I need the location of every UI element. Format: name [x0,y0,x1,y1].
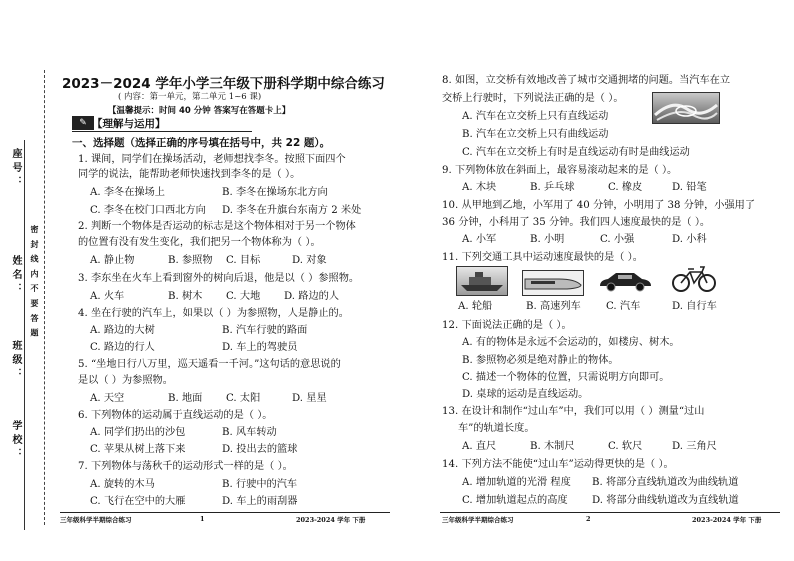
option-c: C. 李冬在校门口西北方向 [90,205,206,216]
section-header: 【理解与运用】 [92,118,166,130]
question-line: 10. 从甲地到乙地，小军用了 40 分钟，小明用了 38 分钟，小强用了 [442,200,756,211]
exam-title: 2023－2024 学年小学三年级下册科学期中综合练习 [62,76,385,92]
option-b: B. 风车转动 [222,427,277,438]
footer-right: 2023-2024 学年 下册 [692,516,762,524]
option-a: A. 李冬在操场上 [90,187,165,198]
exam-page-2 [400,0,794,561]
footer-left: 三年级科学半期综合练习 [442,516,514,524]
car-image [596,268,654,294]
option-d: D. 星星 [292,393,327,404]
name-fill-line [24,140,26,530]
option-d: D. 投出去的篮球 [222,444,298,455]
footer-right: 2023-2024 学年 下册 [296,516,366,524]
section-underline [72,131,252,132]
part-one-heading: 一、选择题（选择正确的序号填在括号中，共 22 题）。 [72,137,331,149]
name-label: 姓名： [10,255,21,297]
option-a: A. 小军 [462,234,497,245]
option-b: B. 树木 [168,291,203,302]
footer-rule [60,512,390,513]
option-a: A. 旋转的木马 [90,479,155,490]
option-a: A. 直尺 [462,441,497,452]
option-b: B. 木制尺 [530,441,575,452]
option-c: C. 路边的行人 [90,342,155,353]
question-line: 是以（ ）为参照物。 [78,375,173,386]
option-b: B. 汽车行驶的路面 [222,325,308,336]
question-line: 36 分钟，小科用了 35 分钟。我们四人速度最快的是（ ）。 [442,217,711,228]
option-c: C. 描述一个物体的位置，只需说明方向即可。 [462,372,670,383]
footer-left: 三年级科学半期综合练习 [60,516,132,524]
option-d: D. 对象 [292,255,327,266]
question-line: 交桥上行驶时，下列说法正确的是（ ）。 [442,93,624,104]
question-line: 车”的轨道长度。 [458,423,535,434]
option-d: D. 三角尺 [672,441,717,452]
option-c: C. 橡皮 [608,182,643,193]
school-label: 学校： [10,420,21,462]
question-line: 6. 下列物体的运动属于直线运动的是（ ）。 [78,410,273,421]
option-a: A. 路边的大树 [90,325,155,336]
option-c: C. 汽车在立交桥上有时是直线运动有时是曲线运动 [462,147,690,158]
option-a: A. 增加轨道的光滑 程度 [462,477,571,488]
seal-line-note: 密 封 线 内 不 要 答 题 [30,225,39,339]
question-line: 3. 李东坐在火车上看到窗外的树向后退，他是以（ ）参照物。 [78,273,360,284]
option-b: B. 高速列车 [526,301,581,312]
option-b: B. 行驶中的汽车 [222,479,298,490]
option-b: B. 地面 [168,393,203,404]
footer-page-number: 2 [586,515,591,523]
option-b: B. 参照物 [168,255,213,266]
question-line: 7. 下列物体与荡秋千的运动形式一样的是（ ）。 [78,461,293,472]
question-line: 9. 下列物体放在斜面上，最容易滚动起来的是（ ）。 [442,165,678,176]
option-b: B. 李冬在操场东北方向 [222,187,328,198]
option-b: B. 小明 [530,234,565,245]
question-line: 2. 判断一个物体是否运动的标志是这个物体相对于另一个物体 [78,221,356,232]
option-c: C. 大地 [226,291,261,302]
option-d: D. 将部分曲线轨道改为直线轨道 [592,495,739,506]
class-label: 班级： [10,340,21,382]
option-d: D. 桌球的运动是直线运动。 [462,389,589,400]
option-b: B. 参照物必须是绝对静止的物体。 [462,355,619,366]
footer-rule [440,512,780,513]
question-line: 5. “坐地日行八万里，巡天遥看一千河。”这句话的意思说的 [78,359,341,370]
option-a: A. 有的物体是永远不会运动的，如楼房、树木。 [462,337,680,348]
question-line: 同学的说法，能帮助老师快速找到李冬的是（ ）。 [78,169,301,180]
option-b: B. 汽车在立交桥上只有曲线运动 [462,129,609,140]
option-d: D. 小科 [672,234,707,245]
ship-image [456,266,508,296]
option-d: D. 自行车 [672,301,717,312]
option-c: C. 增加轨道起点的高度 [462,495,568,506]
option-c: C. 目标 [226,255,261,266]
option-c: C. 飞行在空中的大雁 [90,496,186,507]
question-line: 14. 下列方法不能使“过山车”运动得更快的是（ ）。 [442,459,674,470]
option-a: A. 火车 [90,291,125,302]
option-a: A. 静止物 [90,255,135,266]
footer-page-number: 1 [200,515,205,523]
exam-subtitle: ( 内容：第一单元，第二单元 1~6 课) [118,92,262,102]
option-c: C. 苹果从树上落下来 [90,444,186,455]
option-d: D. 铅笔 [672,182,707,193]
question-line: 13. 在设计和制作“过山车”中，我们可以用（ ）测量“过山 [442,406,705,417]
option-a: A. 同学们扔出的沙包 [90,427,186,438]
exam-tip: 【温馨提示：时间 40 分钟 答案写在答题卡上】 [108,106,291,116]
question-line: 的位置有没有发生变化，我们把另一个物体称为（ ）。 [78,237,321,248]
option-c: C. 太阳 [226,393,261,404]
option-a: A. 天空 [90,393,125,404]
option-a: A. 汽车在立交桥上只有直线运动 [462,111,609,122]
question-line: 4. 坐在行驶的汽车上，如果以（ ）为参照物，人是静止的。 [78,308,349,319]
bicycle-image [670,262,718,294]
question-line: 8. 如图，立交桥有效地改善了城市交通拥堵的问题。当汽车在立 [442,75,731,86]
question-line: 1. 课间，同学们在操场活动，老师想找李冬。按照下面四个 [78,154,346,165]
option-c: C. 软尺 [608,441,643,452]
overpass-image [652,92,720,124]
option-a: A. 轮船 [458,301,493,312]
option-d: D. 车上的驾驶员 [222,342,298,353]
seal-dashed-line [44,70,46,525]
option-a: A. 木块 [462,182,497,193]
high-speed-train-image [522,270,584,296]
question-line: 12. 下面说法正确的是（ ）。 [442,320,572,331]
section-icon: ✎ [72,116,94,130]
option-c: C. 汽车 [606,301,641,312]
option-c: C. 小强 [600,234,635,245]
option-d: D. 李冬在升旗台东南方 2 米处 [222,205,362,216]
option-d: D. 车上的雨刮器 [222,496,298,507]
option-b: B. 将部分直线轨道改为曲线轨道 [592,477,739,488]
seat-number-label: 座号： [10,148,21,190]
option-d: D. 路边的人 [284,291,340,302]
question-line: 11. 下列交通工具中运动速度最快的是（ ）。 [442,252,643,263]
option-b: B. 乒乓球 [530,182,575,193]
